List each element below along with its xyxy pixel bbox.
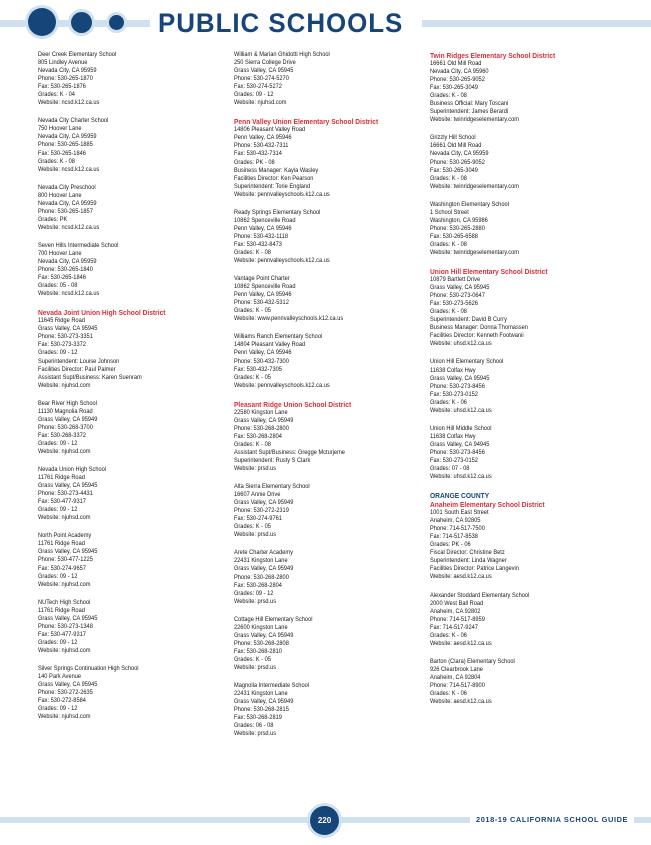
entry-line: Alta Sierra Elementary School (234, 483, 310, 491)
entry-line: Grades: 09 - 12 (38, 349, 78, 357)
entry-website[interactable]: Website: njuhsd.com (38, 580, 91, 588)
entry-website[interactable]: Website: njuhsd.com (38, 381, 91, 389)
entry-line: Silver Springs Continuation High School (38, 665, 139, 672)
entry-line: Grass Valley, CA 95945 (38, 681, 98, 689)
entry-line: Phone: 530-265-9052 (430, 76, 485, 84)
entry-line: Grass Valley, CA 95945 (234, 67, 294, 75)
school-entry (430, 60, 620, 124)
entry-website[interactable]: Website: uhsd.k12.ca.us (430, 406, 492, 414)
header-dot-medium (71, 12, 92, 33)
school-entry (430, 658, 620, 706)
entry-line: Phone: 530-272-2319 (234, 507, 289, 515)
entry-line: Grades: PK - 08 (234, 158, 275, 166)
entry-website[interactable]: Website: uhsd.k12.ca.us (430, 473, 492, 481)
district-heading: Union Hill Elementary School District (430, 267, 548, 277)
entry-line: North Point Academy (38, 532, 92, 540)
entry-line: Ready Springs Elementary School (234, 208, 321, 216)
entry-website[interactable]: Website: prsd.us (234, 465, 277, 473)
entry-line: Grass Valley, CA 95945 (38, 614, 98, 622)
entry-line: Fax: 530-272-8584 (38, 697, 86, 705)
district-heading: Penn Valley Union Elementary School District (234, 117, 379, 127)
entry-line: Seven Hills Intermediate School (38, 241, 119, 249)
entry-line: Fax: 530-432-7305 (234, 365, 282, 373)
entry-website[interactable]: Website: prsd.us (234, 531, 277, 539)
entry-website[interactable]: Website: ncsd.k12.ca.us (38, 165, 100, 173)
entry-line: Phone: 714-517-8900 (430, 682, 485, 689)
county-heading: ORANGE COUNTY (430, 491, 490, 501)
entry-line: Phone: 530-265-1885 (38, 141, 93, 149)
entry-line: 11761 Ridge Road (38, 474, 85, 482)
entry-line: 16607 Annie Drive (234, 491, 281, 499)
entry-line: Fax: 530-265-1846 (38, 149, 86, 157)
entry-line: Phone: 530-432-5312 (234, 299, 289, 307)
entry-line: Alexander Stoddard Elementary School (430, 591, 530, 599)
entry-line: Superintendent: Louise Johnson (38, 357, 120, 365)
entry-line: Grades: 09 - 12 (38, 638, 78, 646)
entry-line: Fiscal Director: Christine Betz (430, 549, 505, 557)
entry-line: 14806 Pleasant Valley Road (234, 126, 306, 134)
entry-line: Facilities Director: Ken Pearson (234, 174, 314, 182)
entry-line: 750 Hoover Lane (38, 125, 82, 133)
school-entry (234, 209, 424, 265)
entry-line: 1001 South East Street (430, 509, 489, 517)
header-dot-large (28, 8, 56, 36)
entry-line: Grades: PK (38, 215, 68, 223)
entry-line: Phone: 530-268-2808 (234, 639, 289, 647)
entry-line: Fax: 530-273-3372 (38, 341, 86, 349)
school-entry (430, 276, 620, 348)
school-entry (234, 483, 424, 539)
entry-line: Superintendent: Rusty S Clark (234, 456, 311, 464)
entry-line: Penn Valley, CA 95946 (234, 349, 292, 357)
school-entry (234, 51, 424, 107)
entry-line: 2000 West Ball Road (430, 599, 484, 607)
entry-line: Grass Valley, CA 95949 (234, 416, 294, 424)
entry-line: Nevada City Preschool (38, 183, 96, 191)
school-entry (430, 509, 620, 581)
district-heading: Anaheim Elementary School District (430, 500, 545, 510)
title-wrap (150, 4, 422, 42)
entry-line: Grades: K - 05 (234, 523, 271, 531)
school-entry (38, 317, 228, 389)
entry-line: Phone: 530-265-1857 (38, 207, 93, 215)
entry-line: Grades: K - 06 (430, 631, 467, 639)
entry-line: Fax: 530-268-2804 (234, 581, 282, 589)
entry-line: Fax: 530-268-2804 (234, 432, 282, 440)
school-entry (430, 358, 620, 414)
entry-line: Phone: 530-273-8456 (430, 448, 485, 456)
entry-line: Grades: K - 05 (234, 373, 271, 381)
entry-line: Nevada City, CA 95959 (38, 133, 97, 141)
school-entry (38, 665, 228, 721)
entry-line: Phone: 530-265-1870 (38, 75, 93, 83)
entry-line: 805 Lindley Avenue (38, 59, 88, 67)
entry-line: 140 Park Avenue (38, 673, 82, 681)
entry-line: Grades: K - 08 (430, 174, 467, 182)
entry-website[interactable]: Website: ncsd.k12.ca.us (38, 223, 100, 231)
entry-line: Fax: 530-274-5272 (234, 83, 282, 91)
entry-line: Grades: K - 08 (430, 240, 467, 248)
school-entry (234, 275, 424, 323)
entry-line: 16661 Old Mill Road (430, 142, 482, 150)
entry-line: Business Manager: Donna Thomassen (430, 324, 528, 332)
entry-line: Grass Valley, CA 95945 (38, 325, 98, 333)
entry-website[interactable]: Website: twinridgeselementary.com (430, 248, 519, 256)
entry-line: Grades: 07 - 08 (430, 465, 470, 473)
entry-line: 10879 Bartlett Drive (430, 276, 481, 284)
entry-line: Grass Valley, CA 95949 (234, 698, 294, 706)
school-entry (234, 682, 424, 738)
entry-website[interactable]: Website: prsd.us (234, 597, 277, 605)
entry-line: Anaheim, CA 92802 (430, 607, 481, 615)
entry-line: Fax: 530-265-6588 (430, 232, 478, 240)
entry-website[interactable]: Website: njuhsd.com (38, 713, 91, 721)
entry-line: Fax: 530-273-5626 (430, 300, 478, 308)
school-entry (234, 126, 424, 198)
school-entry (430, 201, 620, 257)
entry-line: Phone: 530-268-2800 (234, 573, 289, 581)
entry-website[interactable]: Website: aesd.k12.ca.us (430, 573, 492, 581)
entry-line: Bear River High School (38, 399, 97, 407)
entry-line: Grass Valley, CA 95949 (234, 565, 294, 573)
guide-label: 2018-19 CALIFORNIA SCHOOL GUIDE (476, 815, 629, 824)
entry-line: Phone: 530-268-2815 (234, 706, 289, 714)
entry-line: Cottage Hill Elementary School (234, 615, 313, 623)
entry-line: Grades: K - 08 (38, 157, 75, 165)
entry-line: Business Official: Mary Toscani (430, 100, 509, 108)
entry-line: Phone: 530-274-5270 (234, 75, 289, 83)
entry-website[interactable]: Website: pennvalleyschools.k12.ca.us (234, 257, 330, 265)
entry-line: Grass Valley, CA 95945 (38, 482, 98, 490)
entry-line: Fax: 530-274-9761 (234, 515, 282, 523)
district-heading: Twin Ridges Elementary School District (430, 51, 556, 60)
entry-line: 10862 Spenceville Road (234, 283, 296, 291)
entry-line: Grizzly Hill School (430, 134, 476, 142)
entry-line: Fax: 530-477-9317 (38, 498, 86, 506)
school-entry (430, 425, 620, 481)
entry-line: Grades: K - 08 (430, 92, 467, 100)
entry-website[interactable]: Website: njuhsd.com (38, 514, 91, 522)
entry-line: Grades: 09 - 12 (38, 572, 78, 580)
entry-line: Phone: 530-432-1118 (234, 232, 289, 240)
entry-line: Phone: 530-273-1348 (38, 622, 93, 630)
entry-line: Grades: 09 - 12 (38, 705, 78, 713)
entry-line: Grades: K - 05 (234, 307, 271, 315)
school-entry (38, 599, 228, 655)
page-title: PUBLIC SCHOOLS (158, 8, 404, 38)
entry-line: Phone: 530-273-0647 (430, 292, 485, 300)
entry-line: Fax: 530-265-3049 (430, 166, 478, 174)
school-entry (234, 549, 424, 605)
directory-column-3 (430, 51, 620, 716)
entry-line: Grades: K - 05 (234, 655, 271, 663)
entry-line: Fax: 530-265-1876 (38, 83, 86, 91)
school-entry (38, 242, 228, 298)
entry-line: Fax: 530-432-8473 (234, 240, 282, 248)
entry-line: 14804 Pleasant Valley Road (234, 341, 306, 349)
entry-line: Fax: 530-265-3049 (430, 84, 478, 92)
entry-website[interactable]: Website: prsd.us (234, 730, 277, 738)
school-entry (430, 592, 620, 648)
entry-line: Grades: 09 - 12 (234, 91, 274, 99)
entry-line: Union Hill Middle School (430, 424, 492, 432)
entry-line: Fax: 530-274-9657 (38, 564, 86, 572)
entry-line: Facilities Director: Kenneth Footwanii (430, 332, 524, 340)
entry-website[interactable]: Website: prsd.us (234, 664, 277, 671)
footer-label-wrap (470, 812, 634, 828)
entry-line: Grades: K - 08 (234, 440, 271, 448)
entry-line: Grades: K - 06 (430, 398, 467, 406)
entry-line: William & Marian Ghidotti High School (234, 51, 330, 58)
entry-line: Superintendent: Torie England (234, 182, 311, 190)
entry-line: Phone: 530-432-7300 (234, 357, 289, 365)
entry-line: Superintendent: Linda Wagner (430, 557, 507, 565)
entry-line: Nevada City Charter School (38, 117, 109, 125)
entry-line: Grades: K - 08 (430, 308, 467, 316)
entry-line: 926 Clearbrook Lane (430, 665, 483, 673)
entry-website[interactable]: Website: ncsd.k12.ca.us (38, 99, 100, 107)
school-entry (234, 409, 424, 473)
school-entry (38, 400, 228, 456)
entry-website[interactable]: Website: twinridgeselementary.com (430, 116, 519, 124)
school-entry (38, 532, 228, 588)
entry-line: 11638 Colfax Hwy (430, 432, 476, 440)
entry-line: 11761 Ridge Road (38, 540, 85, 548)
entry-line: Penn Valley, CA 95946 (234, 224, 292, 232)
entry-line: 1 School Street (430, 208, 469, 216)
entry-line: Nevada City, CA 95959 (38, 67, 97, 75)
page-number: 220 (310, 806, 339, 835)
entry-line: Assistant Supt/Business: Gregge Mcturjeme (234, 448, 345, 456)
entry-line: Phone: 714-517-8959 (430, 615, 485, 623)
entry-line: Nevada City, CA 95960 (430, 68, 489, 76)
entry-line: 11761 Ridge Road (38, 606, 85, 614)
entry-line: Fax: 530-268-2819 (234, 714, 282, 722)
entry-line: Nevada City, CA 95959 (430, 150, 489, 158)
entry-website[interactable]: Website: twinridgeselementary.com (430, 182, 519, 190)
entry-line: Fax: 714-517-9247 (430, 623, 478, 631)
entry-website[interactable]: Website: aesd.k12.ca.us (430, 698, 492, 706)
school-entry (234, 333, 424, 389)
entry-line: 11130 Magnolia Road (38, 407, 93, 415)
entry-line: Nevada City, CA 95959 (38, 199, 97, 207)
entry-line: Fax: 530-265-1846 (38, 274, 86, 282)
entry-line: Penn Valley, CA 95946 (234, 134, 292, 142)
header-dot-small (109, 15, 124, 30)
entry-line: Fax: 530-477-9317 (38, 630, 86, 638)
entry-line: Grass Valley, CA 95949 (38, 415, 98, 423)
entry-line: Grades: K - 06 (430, 690, 467, 698)
entry-line: Business Manager: Kayla Wasley (234, 166, 319, 174)
entry-line: Washington, CA 95986 (430, 216, 488, 224)
entry-line: Facilities Director: Paul Palmer (38, 365, 116, 373)
entry-line: Arete Charter Academy (234, 549, 293, 557)
entry-line: Fax: 530-432-7314 (234, 150, 282, 158)
entry-line: 800 Hoover Lane (38, 191, 82, 199)
school-entry (38, 117, 228, 173)
district-heading: Nevada Joint Union High School District (38, 308, 166, 318)
entry-line: Assistant Supt/Business: Karen Suenram (38, 373, 142, 381)
entry-website[interactable]: Website: www.pennvalleyschools.k12.ca.us (234, 315, 344, 323)
entry-line: Fax: 714-517-8538 (430, 533, 478, 541)
entry-line: 11638 Colfax Hwy (430, 366, 476, 374)
entry-line: Grades: 09 - 12 (38, 439, 78, 447)
school-entry (234, 616, 424, 672)
entry-line: 22580 Kingston Lane (234, 408, 288, 416)
entry-line: NUTech High School (38, 598, 91, 606)
entry-line: 250 Sierra College Drive (234, 59, 296, 67)
entry-line: Grass Valley, CA 95945 (430, 284, 490, 292)
entry-line: Phone: 530-272-2635 (38, 689, 93, 697)
entry-website[interactable]: Website: uhsd.k12.ca.us (430, 340, 492, 348)
entry-website[interactable]: Website: njuhsd.com (38, 646, 91, 654)
entry-line: 700 Hoover Lane (38, 249, 82, 257)
entry-line: Phone: 530-273-8456 (430, 382, 485, 390)
entry-line: Phone: 530-268-3700 (38, 423, 93, 431)
entry-line: Phone: 530-265-9052 (430, 158, 485, 166)
school-entry (38, 466, 228, 522)
entry-line: Phone: 530-265-2880 (430, 224, 485, 232)
entry-website[interactable]: Website: pennvalleyschools.k12.ca.us (234, 190, 330, 198)
entry-line: Deer Creek Elementary School (38, 51, 117, 58)
entry-line: 16661 Old Mill Road (430, 60, 482, 67)
entry-line: Phone: 530-477-1225 (38, 556, 93, 564)
entry-line: Grass Valley, CA 95945 (38, 548, 98, 556)
entry-line: Union Hill Elementary School (430, 358, 504, 366)
entry-line: Phone: 530-273-3351 (38, 333, 93, 341)
entry-line: Washington Elementary School (430, 200, 509, 208)
entry-line: Williams Ranch Elementary School (234, 333, 323, 341)
entry-line: Vantage Point Charter (234, 275, 290, 283)
entry-line: Phone: 530-265-1840 (38, 266, 93, 274)
entry-website[interactable]: Website: pennvalleyschools.k12.ca.us (234, 381, 330, 389)
school-entry (430, 134, 620, 190)
school-entry (38, 184, 228, 232)
entry-line: Anaheim, CA 92804 (430, 673, 481, 681)
entry-website[interactable]: Website: ncsd.k12.ca.us (38, 290, 100, 298)
entry-website[interactable]: Website: njuhsd.com (38, 447, 91, 455)
directory-column-2 (234, 51, 424, 748)
entry-line: Nevada Union High School (38, 466, 107, 474)
entry-line: Grades: PK - 06 (430, 541, 471, 549)
entry-line: Grades: K - 08 (234, 248, 271, 256)
entry-line: Grass Valley, CA 95949 (234, 499, 294, 507)
entry-line: Penn Valley, CA 95946 (234, 291, 292, 299)
entry-line: Grades: 09 - 12 (234, 589, 274, 597)
district-heading: Pleasant Ridge Union School District (234, 399, 352, 409)
directory-column-1 (38, 51, 228, 731)
entry-line: Grades: 06 - 08 (234, 722, 274, 730)
entry-line: Superintendent: James Berardi (430, 108, 509, 116)
entry-line: 22431 Kingston Lane (234, 557, 288, 565)
entry-website[interactable]: Website: aesd.k12.ca.us (430, 639, 492, 647)
entry-line: Grass Valley, CA 95949 (234, 631, 294, 639)
entry-line: Grass Valley, CA 94945 (430, 440, 490, 448)
entry-line: Phone: 714-517-7500 (430, 525, 485, 533)
entry-line: Grades: K - 04 (38, 91, 75, 99)
entry-line: 22431 Kingston Lane (234, 690, 288, 698)
entry-website[interactable]: Website: njuhsd.com (234, 99, 287, 107)
entry-line: Grass Valley, CA 95945 (430, 374, 490, 382)
entry-line: Magnolia Intermediate School (234, 682, 310, 690)
entry-line: Grades: 09 - 12 (38, 506, 78, 514)
entry-line: Phone: 530-432-7311 (234, 142, 289, 150)
school-entry (38, 51, 228, 107)
entry-line: Superintendent: David B Curry (430, 316, 507, 324)
entry-line: Phone: 530-268-2800 (234, 424, 289, 432)
entry-line: Fax: 530-273-0152 (430, 456, 478, 464)
entry-line: Nevada City, CA 95959 (38, 258, 97, 266)
entry-line: Anaheim, CA 92805 (430, 517, 481, 525)
entry-line: Barton (Clara) Elementary School (430, 657, 515, 665)
entry-line: Phone: 530-273-4431 (38, 490, 93, 498)
entry-line: Fax: 530-273-0152 (430, 390, 478, 398)
entry-line: Facilities Director: Patrice Langevin (430, 565, 519, 573)
entry-line: Fax: 530-268-2810 (234, 647, 282, 655)
entry-line: 22600 Kingston Lane (234, 623, 288, 631)
entry-line: 10862 Spenceville Road (234, 216, 296, 224)
entry-line: Grades: 05 - 08 (38, 282, 78, 290)
entry-line: 11645 Ridge Road (38, 317, 85, 325)
entry-line: Fax: 530-268-3372 (38, 431, 86, 439)
